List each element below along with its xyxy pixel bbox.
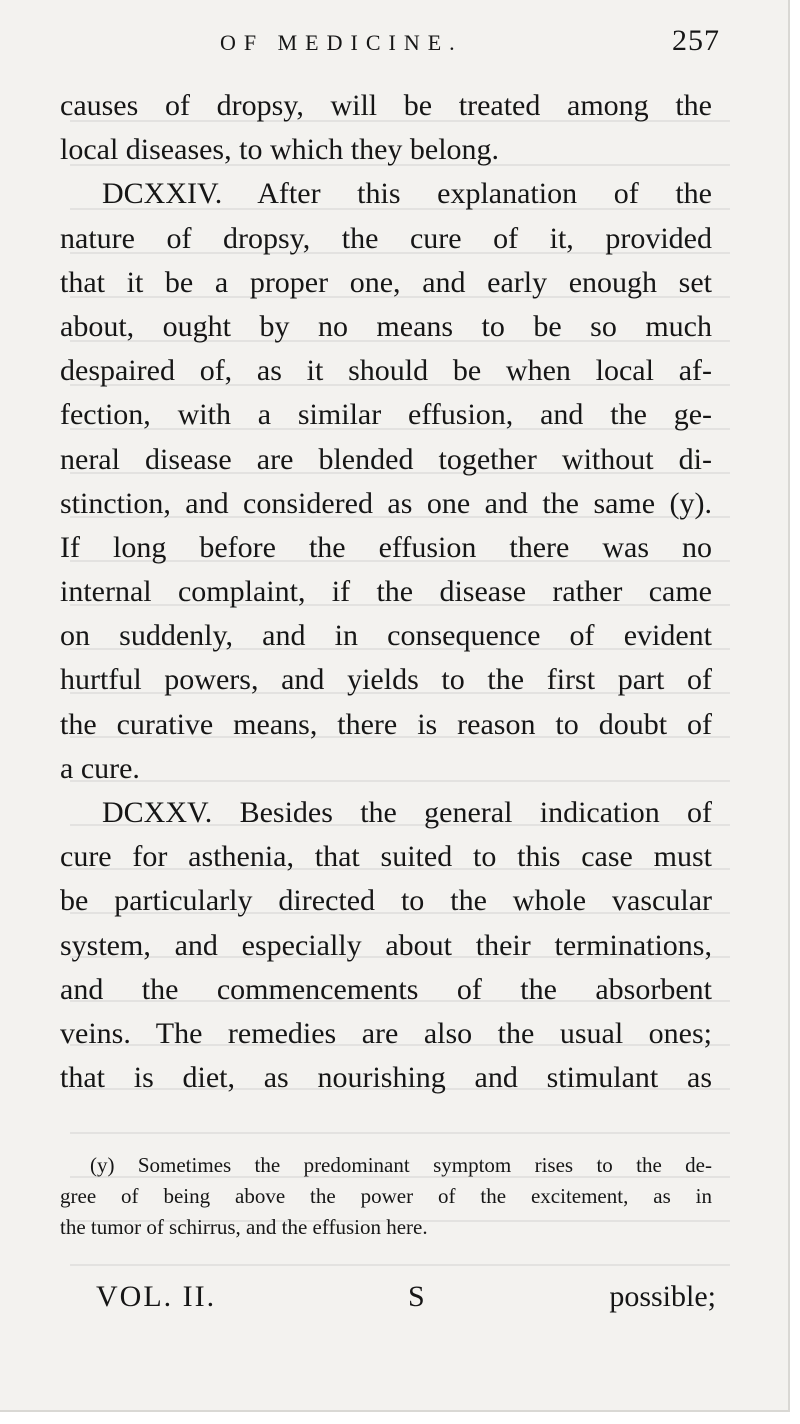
text-line: hurtful powers, and yields to the first part of: [60, 663, 712, 697]
text-line: stinction, and considered as one and the same (y).: [60, 486, 712, 520]
page-header: [220, 24, 720, 70]
text-line: local diseases, to which they belong.: [60, 133, 500, 167]
text-line: be particularly directed to the whole vascular: [60, 884, 712, 918]
paragraph-start-dcxxv: DCXXV. Besides the general indication of: [102, 796, 712, 829]
text-line: the curative means, there is reason to doubt of: [60, 707, 712, 741]
footnote-line: (y) Sometimes the predominant symptom rises to the de-: [90, 1153, 712, 1177]
text-line: system, and especially about their terminations,: [60, 928, 712, 962]
text-line: despaired of, as it should be when local af-: [60, 354, 712, 388]
footnote-line: gree of being above the power of the excitement, as in: [60, 1184, 712, 1208]
text-line: If long before the effusion there was no: [60, 530, 712, 564]
page-number: 257: [672, 24, 720, 57]
page-footer: [96, 1280, 716, 1330]
text-line: neral disease are blended together without di-: [60, 442, 712, 476]
text-line: a cure.: [60, 751, 140, 785]
text-line: and the commencements of the absorbent: [60, 972, 712, 1006]
body-text: [60, 84, 712, 1100]
text-line: that is diet, as nourishing and stimulant as: [60, 1061, 712, 1095]
catchword: possible;: [609, 1280, 716, 1313]
text-line: on suddenly, and in consequence of evident: [60, 619, 712, 653]
text-line: causes of dropsy, will be treated among the: [60, 89, 712, 122]
signature-mark: S: [408, 1280, 425, 1313]
footnote: [60, 1150, 712, 1243]
footnote-line: the tumor of schirrus, and the effusion here.: [60, 1215, 428, 1239]
running-head: OF MEDICINE.: [220, 30, 463, 55]
volume-mark: VOL. II.: [96, 1280, 217, 1313]
text-line: about, ought by no means to be so much: [60, 309, 712, 343]
text-line: fection, with a similar effusion, and the ge-: [60, 398, 712, 432]
text-line: that it be a proper one, and early enough set: [60, 265, 712, 299]
text-line: veins. The remedies are also the usual ones;: [60, 1016, 712, 1050]
text-line: nature of dropsy, the cure of it, provided: [60, 221, 712, 255]
text-line: cure for asthenia, that suited to this case must: [60, 840, 712, 874]
text-line: internal complaint, if the disease rather came: [60, 575, 712, 609]
paragraph-start-dcxxiv: DCXXIV. After this explanation of the: [102, 177, 712, 211]
